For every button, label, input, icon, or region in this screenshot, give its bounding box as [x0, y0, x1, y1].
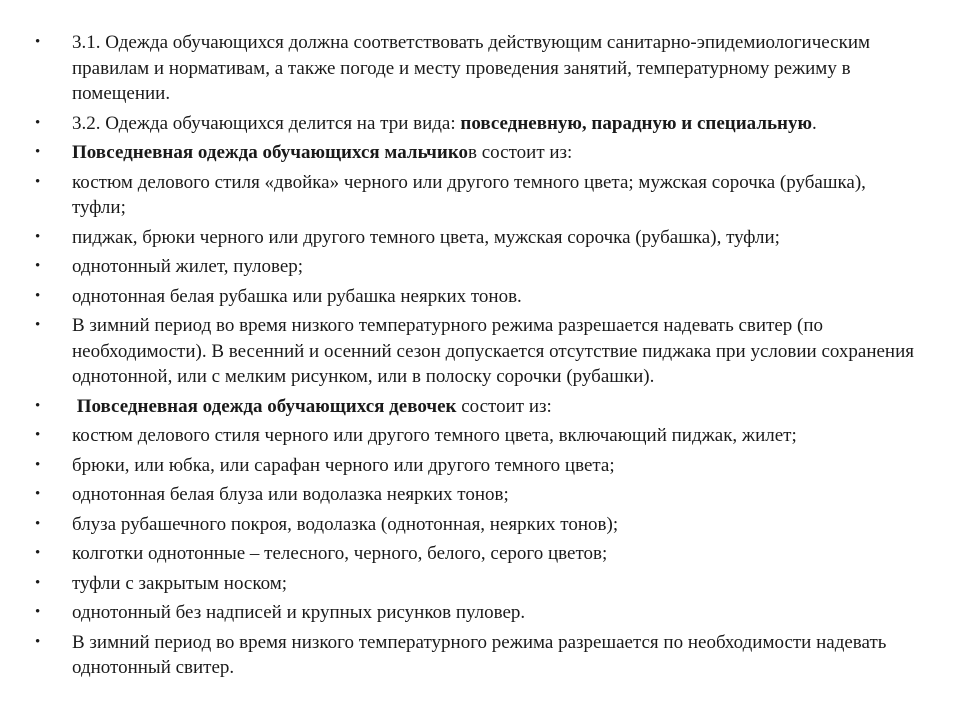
item-bold-text: Повседневная одежда обучающихся мальчико [72, 142, 469, 163]
item-text-tail: состоит из: [456, 395, 552, 417]
list-item [0, 630, 960, 681]
bullet-icon: • [35, 397, 41, 414]
item-bold-text: повседневную, парадную и специальную [460, 112, 813, 134]
item-text: однотонный жилет, пуловер; [72, 256, 304, 277]
list-item [0, 453, 960, 479]
item-text: брюки, или юбка, или сарафан черного или другого темного цвета; [72, 454, 615, 476]
item-text: блуза рубашечного покроя, водолазка (однотонная, неярких тонов); [72, 513, 619, 535]
list-item [0, 254, 960, 280]
bullet-icon: • [35, 604, 41, 620]
list-item [0, 571, 960, 597]
item-text: туфли с закрытым носком; [72, 572, 288, 594]
item-text: 3.1. Одежда обучающихся должна соответствовать действующим санитарно-эпидемиологическим правилам и нормативам, а также погоде и месту проведения занятий, температурному режиму в помещении. [72, 32, 871, 104]
bullet-icon: • [35, 287, 41, 304]
bullet-icon: • [35, 545, 41, 561]
list-item [0, 541, 960, 567]
bullet-icon: • [35, 258, 41, 274]
bullet-icon: • [35, 34, 41, 50]
item-text: В зимний период во время низкого температурного режима разрешается надевать свитер (по необходимости). В весенний и осенний сезон допускается отсутствие пиджака при условии сохранения однотонной, или с мелким рисунком, или в полоску сорочки (рубашки). [72, 315, 915, 387]
item-text: 3.2. Одежда обучающихся делится на три вида: [72, 112, 461, 134]
bullet-icon: • [35, 515, 41, 532]
list-item [0, 482, 960, 508]
bullet-icon: • [35, 456, 41, 473]
bullet-icon: • [35, 173, 41, 190]
list-item [0, 423, 960, 449]
bullet-icon: • [35, 144, 41, 160]
list-item [0, 225, 960, 251]
bullet-icon: • [35, 228, 41, 245]
bullet-icon: • [35, 317, 41, 333]
list-item [0, 313, 960, 390]
list-item [0, 30, 960, 107]
item-text: пиджак, брюки черного или другого темного цвета, мужская сорочка (рубашка), туфли; [72, 226, 780, 248]
bullet-list [0, 30, 960, 685]
item-text: колготки однотонные – телесного, черного, белого, серого цветов; [72, 543, 608, 564]
bullet-icon: • [35, 486, 41, 502]
bullet-icon: • [35, 574, 41, 591]
list-item [0, 111, 960, 137]
item-text: однотонная белая рубашка или рубашка неярких тонов. [72, 285, 522, 307]
list-item [0, 600, 960, 626]
item-bold-text: Повседневная одежда обучающихся девочек [76, 395, 457, 417]
item-text: костюм делового стиля «двойка» черного или другого темного цвета; мужская сорочка (рубашка), туфли; [72, 171, 866, 218]
list-item [0, 140, 960, 166]
item-text: однотонная белая блуза или водолазка неярких тонов; [72, 484, 509, 505]
item-text-tail: в состоит из: [468, 142, 573, 163]
item-text: В зимний период во время низкого температурного режима разрешается по необходимости надевать однотонный свитер. [72, 631, 887, 678]
item-text: однотонный без надписей и крупных рисунков пуловер. [72, 602, 526, 623]
list-item [0, 394, 960, 420]
list-item [0, 170, 960, 221]
bullet-icon: • [35, 114, 41, 131]
list-item [0, 512, 960, 538]
bullet-icon: • [35, 633, 41, 650]
item-text: костюм делового стиля черного или другого темного цвета, включающий пиджак, жилет; [72, 425, 797, 446]
list-item [0, 284, 960, 310]
item-text-tail: . [812, 112, 817, 134]
bullet-icon: • [35, 427, 41, 443]
